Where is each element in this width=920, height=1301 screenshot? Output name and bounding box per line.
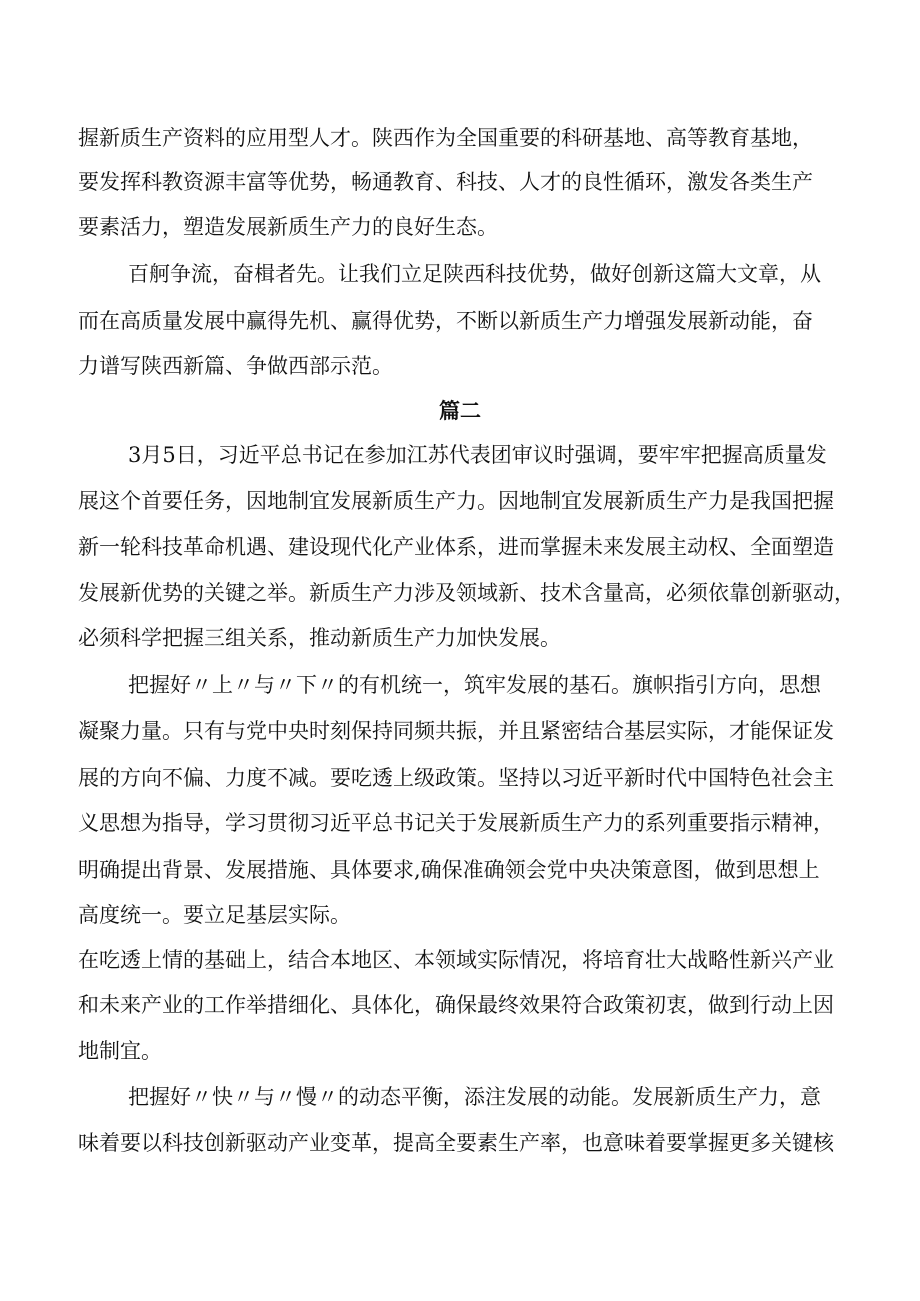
text-line: 味着要以科技创新驱动产业变革，提高全要素生产率，也意味着要掌握更多关键核	[78, 1131, 834, 1155]
text-line: 高度统一。要立足基层实际。	[78, 903, 351, 927]
text-line: 义思想为指导，学习贯彻习近平总书记关于发展新质生产力的系列重要指示精神，	[78, 811, 834, 835]
text-line: 明确提出背景、发展措施、具体要求,确保准确领会党中央决策意图，做到思想上	[78, 858, 820, 882]
text-line: 地制宜。	[78, 1039, 162, 1063]
text-line: 要发挥科教资源丰富等优势，畅通教育、科技、人才的良性循环，激发各类生产	[78, 170, 813, 194]
text-line: 必须科学把握三组关系，推动新质生产力加快发展。	[78, 626, 561, 650]
text-line: 要素活力，塑造发展新质生产力的良好生态。	[78, 215, 498, 239]
text-line: 发展新优势的关键之举。新质生产力涉及领域新、技术含量高，必须依靠创新驱动，	[78, 581, 855, 605]
text-line: 新一轮科技革命机遇、建设现代化产业体系，进而掌握未来发展主动权、全面塑造	[78, 535, 834, 559]
text-line: 展的方向不偏、力度不减。要吃透上级政策。坚持以习近平新时代中国特色社会主	[78, 766, 834, 790]
text-line: 在吃透上情的基础上，结合本地区、本领域实际情况，将培育壮大战略性新兴产业	[78, 948, 834, 972]
text-line: 而在高质量发展中赢得先机、赢得优势，不断以新质生产力增强发展新动能，奋	[78, 309, 813, 333]
text-line: 展这个首要任务，因地制宜发展新质生产力。因地制宜发展新质生产力是我国把握	[78, 489, 834, 513]
text-line: 百舸争流，奋楫者先。让我们立足陕西科技优势，做好创新这篇大文章，从	[128, 262, 821, 286]
text-line: 和未来产业的工作举措细化、具体化，确保最终效果符合政策初衷，做到行动上因	[78, 993, 834, 1017]
section-heading: 篇二	[439, 399, 481, 423]
text-line: 力谱写陕西新篇、争做西部示范。	[78, 354, 393, 378]
text-line: 3月5日，习近平总书记在参加江苏代表团审议时强调，要牢牢把握高质量发	[128, 443, 827, 467]
text-line: 把握好〃快〃与〃慢〃的动态平衡，添注发展的动能。发展新质生产力，意	[128, 1085, 821, 1109]
text-line: 握新质生产资料的应用型人才。陕西作为全国重要的科研基地、高等教育基地，	[78, 126, 813, 150]
text-line: 凝聚力量。只有与党中央时刻保持同频共振，并且紧密结合基层实际，才能保证发	[78, 719, 834, 743]
text-line: 把握好〃上〃与〃下〃的有机统一，筑牢发展的基石。旗帜指引方向，思想	[128, 673, 821, 697]
